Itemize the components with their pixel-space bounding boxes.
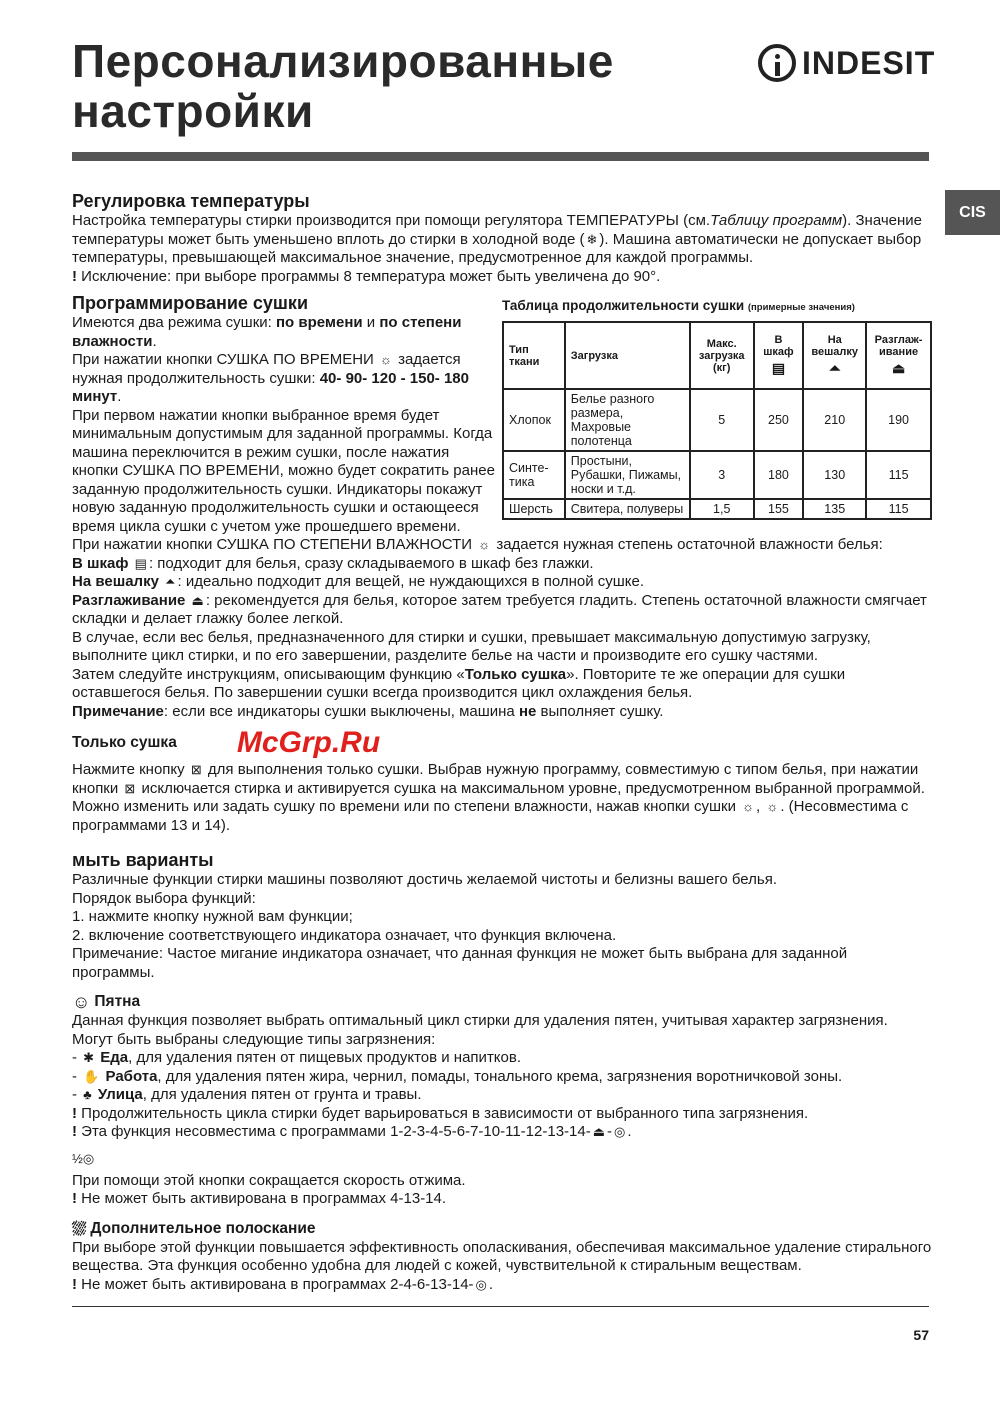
paragraph (72, 945, 932, 982)
table-cell: Простыни, Рубашки, Пижамы, носки и т.д. (565, 451, 690, 499)
iron-icon: ⏏ (191, 592, 204, 608)
text-run: задается нужная степень остаточной влажности белья: (492, 536, 883, 553)
text-run: , (756, 798, 765, 815)
paragraph (72, 573, 932, 592)
footer-divider (72, 1306, 929, 1307)
humidity-drying-icon: ☼ (478, 537, 491, 552)
subsection-heading: Только сушка (72, 734, 177, 751)
spin-icon: ◎ (475, 1276, 487, 1292)
text-run: - (72, 1049, 82, 1066)
text-run: и (362, 314, 380, 331)
paragraph (72, 1068, 932, 1087)
table-cell: Белье разного размера, Махровые полотенца (565, 389, 690, 451)
paragraph (72, 536, 932, 555)
text-run: Еда (96, 1049, 129, 1066)
spin-text (72, 1172, 932, 1209)
paragraph (72, 1105, 932, 1124)
text-run: При помощи этой кнопки сокращается скорость отжима. (72, 1171, 466, 1189)
text-run: ! (72, 1275, 82, 1293)
paragraph (72, 927, 932, 946)
text-run: . (152, 332, 157, 350)
col-header: Загрузка (565, 322, 690, 389)
hanger-icon: ⏶ (829, 360, 841, 376)
text-run: При нажатии кнопки СУШКА ПО СТЕПЕНИ ВЛАЖНОСТИ (72, 536, 477, 553)
hanger-icon: ⏶ (165, 574, 176, 589)
text-run: 2. включение соответствующего индикатора означает, что функция включена. (72, 926, 617, 944)
table-cell: 210 (803, 389, 866, 451)
paragraph (72, 1190, 932, 1209)
col-header-text: В шкаф (763, 334, 794, 358)
text-run: по времени (275, 314, 363, 331)
text-run: ». Повторите те же операции для сушки оставшегося белья. По завершении сушки всегда производится цикл охлаждения белья. (72, 665, 846, 701)
text-run: При выборе этой функции повышается эффективность ополаскивания, обеспечивая максимальное удаление стирального вещества. Эта функция особенно удобна для людей с кожей, чувствительной к стиральным веществам. (72, 1238, 932, 1274)
humidity-drying-icon: ☼ (766, 799, 779, 814)
text-run: , для удаления пятен жира, чернил, помады, тонального крема, загрязнения воротничковой зоны. (157, 1067, 843, 1085)
heading-text: Дополнительное полоскание (90, 1219, 316, 1237)
paragraph (72, 1239, 932, 1276)
col-header (803, 322, 866, 389)
table-cell: 180 (754, 451, 804, 499)
paragraph (72, 268, 932, 287)
table-row (503, 389, 931, 451)
paragraph (72, 212, 932, 268)
header-divider (72, 152, 929, 161)
work-icon: ✋ (83, 1068, 100, 1084)
spin-reduce-icon: ½◎ (72, 1150, 95, 1166)
table-cell: 130 (803, 451, 866, 499)
text-run: 1. нажмите кнопку нужной вам функции; (72, 908, 353, 925)
table-title-text: Таблица продолжительности сушки (502, 298, 745, 313)
table-row (503, 499, 931, 519)
paragraph (72, 1123, 932, 1142)
col-header (754, 322, 804, 389)
brand-logo (758, 44, 935, 82)
table-cell: Синте-тика (503, 451, 565, 499)
text-run: Различные функции стирки машины позволяют достичь желаемой чистоты и белизны вашего белья. (72, 871, 777, 888)
paragraph (72, 890, 932, 909)
text-run: 40- 90- 120 - 150- 180 минут (72, 369, 469, 405)
text-run: Эта функция несовместима с программами 1-2-3-4-5-6-7-10-11-12-13-14- (81, 1123, 591, 1140)
paragraph (72, 1049, 932, 1068)
section-heading: Регулировка температуры (72, 191, 310, 211)
text-run: , для удаления пятен от пищевых продуктов и напитков. (128, 1049, 522, 1066)
iron-icon: ⏏ (891, 360, 906, 376)
text-run: ). Значение температуры может быть уменьшено вплоть до стирки в холодной воде ( (72, 212, 923, 248)
text-run: : если все индикаторы сушки выключены, машина (163, 702, 519, 720)
table-cell: 1,5 (690, 499, 754, 519)
heading-text: Пятна (94, 993, 141, 1010)
paragraph (72, 666, 932, 703)
cupboard-icon: ▤ (134, 555, 147, 571)
page-number: 57 (913, 1327, 929, 1343)
text-run: ! (72, 1123, 82, 1140)
text-run: Улица (93, 1086, 143, 1103)
spin-icon: ◎ (614, 1124, 626, 1139)
brand-name: INDESIT (802, 44, 936, 81)
table-cell: 5 (690, 389, 754, 451)
paragraph (72, 908, 932, 927)
paragraph (72, 871, 932, 890)
subsection-heading (72, 992, 932, 1012)
dry-only-text (72, 761, 932, 835)
col-header: Макс. загрузка (кг) (690, 322, 754, 389)
paragraph (72, 407, 497, 537)
title-line: Персонализированные (72, 35, 614, 87)
text-run: Примечание: Частое мигание индикатора означает, что данная функция не может быть выбрана для заданной программы. (72, 945, 848, 981)
paragraph (72, 761, 932, 835)
dry-only-icon: ⊠ (124, 780, 136, 796)
page-content (72, 190, 932, 1294)
paragraph (72, 1086, 932, 1105)
temperature-text (72, 212, 932, 286)
rinse-text (72, 1239, 932, 1295)
text-run: : идеально подходит для вещей, не нуждающихся в полной сушке. (177, 573, 645, 590)
text-run: : рекомендуется для белья, которое затем требуется гладить. Степень остаточной влажности смягчает складки и делает глажку более легкой. (72, 591, 927, 627)
text-run: ! (72, 1190, 82, 1207)
text-run: Исключение: при выборе программы 8 температура может быть увеличена до 90°. (81, 267, 661, 285)
paragraph (72, 1276, 932, 1295)
text-run: не (518, 702, 537, 720)
table-cell: Свитера, полуверы (565, 499, 690, 519)
section-heading: мыть варианты (72, 850, 214, 870)
paragraph (72, 351, 497, 407)
paragraph (72, 703, 932, 722)
text-run: Настройка температуры стирки производится при помощи регулятора ТЕМПЕРАТУРЫ (см. (72, 212, 711, 229)
text-run: Разглаживание (72, 591, 190, 609)
page-footer (72, 1306, 929, 1373)
options-text (72, 871, 932, 982)
table-cell: 155 (754, 499, 804, 519)
extra-rinse-icon: ⛆ (72, 1218, 87, 1239)
text-run: Имеются два режима сушки: (72, 314, 276, 331)
text-run: : подходит для белья, сразу складываемого в шкаф без глажки. (148, 554, 594, 572)
outdoor-icon: ♣ (83, 1087, 92, 1102)
text-run: . (Несовместима с программами 13 и 14). (72, 798, 909, 834)
text-run: . (117, 388, 122, 405)
text-run: Примечание (72, 702, 164, 720)
drying-table (502, 321, 932, 520)
text-run: , для удаления пятен от грунта и травы. (142, 1086, 422, 1103)
text-run: Нажмите кнопку (72, 761, 189, 778)
text-run: ! (72, 1104, 82, 1122)
text-run: - (607, 1123, 613, 1140)
drying-text (72, 314, 497, 536)
col-header: Тип ткани (503, 322, 565, 389)
table-title (502, 298, 932, 313)
dry-only-icon: ⊠ (190, 762, 202, 777)
table-row (503, 451, 931, 499)
dry-only-heading-row (72, 725, 932, 761)
snowflake-icon: ❄ (586, 231, 598, 247)
paragraph (72, 555, 932, 574)
table-subtitle: (примерные значения) (747, 302, 855, 313)
table-cell: 115 (866, 451, 931, 499)
table-cell: Хлопок (503, 389, 565, 451)
paragraph (72, 1172, 932, 1191)
text-run: для выполнения только сушки. Выбрав нужную программу, совместимую с типом белья, при нажатии кнопки (72, 761, 919, 797)
paragraph (72, 1012, 932, 1049)
language-tab: CIS (945, 190, 1000, 235)
text-run: Только сушка (464, 665, 567, 683)
text-run: Затем следуйте инструкциям, описывающим функцию « (72, 665, 465, 683)
table-cell: 190 (866, 389, 931, 451)
table-cell: 115 (866, 499, 931, 519)
watermark: McGrp.Ru (236, 726, 381, 759)
table-header-row (503, 322, 931, 389)
col-header (866, 322, 931, 389)
paragraph (72, 629, 932, 666)
text-run: по степени влажности (72, 314, 462, 350)
text-run: . (488, 1275, 494, 1293)
text-run: ! (72, 267, 82, 285)
stains-text (72, 1012, 932, 1142)
text-run: Данная функция позволяет выбрать оптимальный цикл стирки для удаления пятен, учитывая характер загрязнения. Могут быть выбраны следующие типы загрязнения: (72, 1012, 888, 1048)
text-run: ). Машина автоматически не допускает выбор температуры, превышающей максимальное значение, предусмотренное для каждой программы. (72, 230, 922, 266)
text-run: Не может быть активирована в программах 2-4-6-13-14- (81, 1275, 474, 1293)
table-cell: 3 (690, 451, 754, 499)
table-cell: 250 (754, 389, 804, 451)
text-run: . (627, 1123, 632, 1140)
title-line: настройки (72, 85, 314, 137)
food-icon: ✱ (83, 1050, 95, 1065)
cupboard-icon: ▤ (771, 360, 786, 376)
drying-humidity-text (72, 536, 932, 721)
text-run: - (72, 1086, 82, 1103)
section-heading: Программирование сушки (72, 293, 309, 313)
text-run: Работа (101, 1067, 158, 1085)
text-run: Таблицу программ (710, 212, 843, 229)
text-run: Порядок выбора функций: (72, 889, 256, 907)
table-cell: 135 (803, 499, 866, 519)
subsection-heading (72, 1219, 932, 1239)
text-run: В шкаф (72, 554, 133, 572)
text-run: При первом нажатии кнопки выбранное время будет минимальным допустимым для заданной программы. Когда машина переключится в режим сушки, после нажатия кнопки СУШКА ПО ВРЕМЕНИ, можно будет сократить ранее заданную продолжительность сушки. Индикаторы покажут новую заданную продолжительность сушки и остающееся время цикла сушки с учетом уже прошедшего времени. (72, 406, 495, 535)
text-run: На вешалку (72, 573, 164, 590)
page-title (72, 36, 614, 136)
table-cell: Шерсть (503, 499, 565, 519)
page-header (0, 0, 1000, 190)
drying-table-block (502, 298, 932, 520)
text-run: исключается стирка и активируется сушка на максимальном уровне, предусмотренном выбранной программой. Можно изменить или задать сушку по времени или по степени влажности, нажав кнопки сушки (72, 779, 925, 815)
text-run: выполняет сушку. (536, 702, 664, 720)
text-run: - (72, 1067, 82, 1085)
col-header-text: Разглаж-ивание (874, 334, 923, 358)
timed-drying-icon: ☼ (742, 799, 755, 814)
text-run: Не может быть активирована в программах 4-13-14. (81, 1190, 447, 1207)
paragraph (72, 592, 932, 629)
text-run: При нажатии кнопки СУШКА ПО ВРЕМЕНИ (72, 351, 378, 368)
timed-drying-icon: ☼ (380, 352, 392, 367)
brand-logo-icon (758, 44, 796, 82)
col-header-text: На вешалку (811, 334, 859, 358)
text-run: В случае, если вес белья, предназначенного для стирки и сушки, превышает максимальную допустимую загрузку, выполните цикл стирки, и по его завершении, разделите белье на части и производите его сушку частями. (72, 628, 871, 664)
text-run: задается нужная продолжительность сушки: (72, 351, 461, 387)
text-run: Продолжительность цикла стирки будет варьироваться в зависимости от выбранного типа загрязнения. (81, 1104, 809, 1122)
paragraph (72, 314, 497, 351)
hand-wash-icon: ⏏ (592, 1124, 606, 1139)
stain-icon: ☺ (72, 992, 91, 1012)
